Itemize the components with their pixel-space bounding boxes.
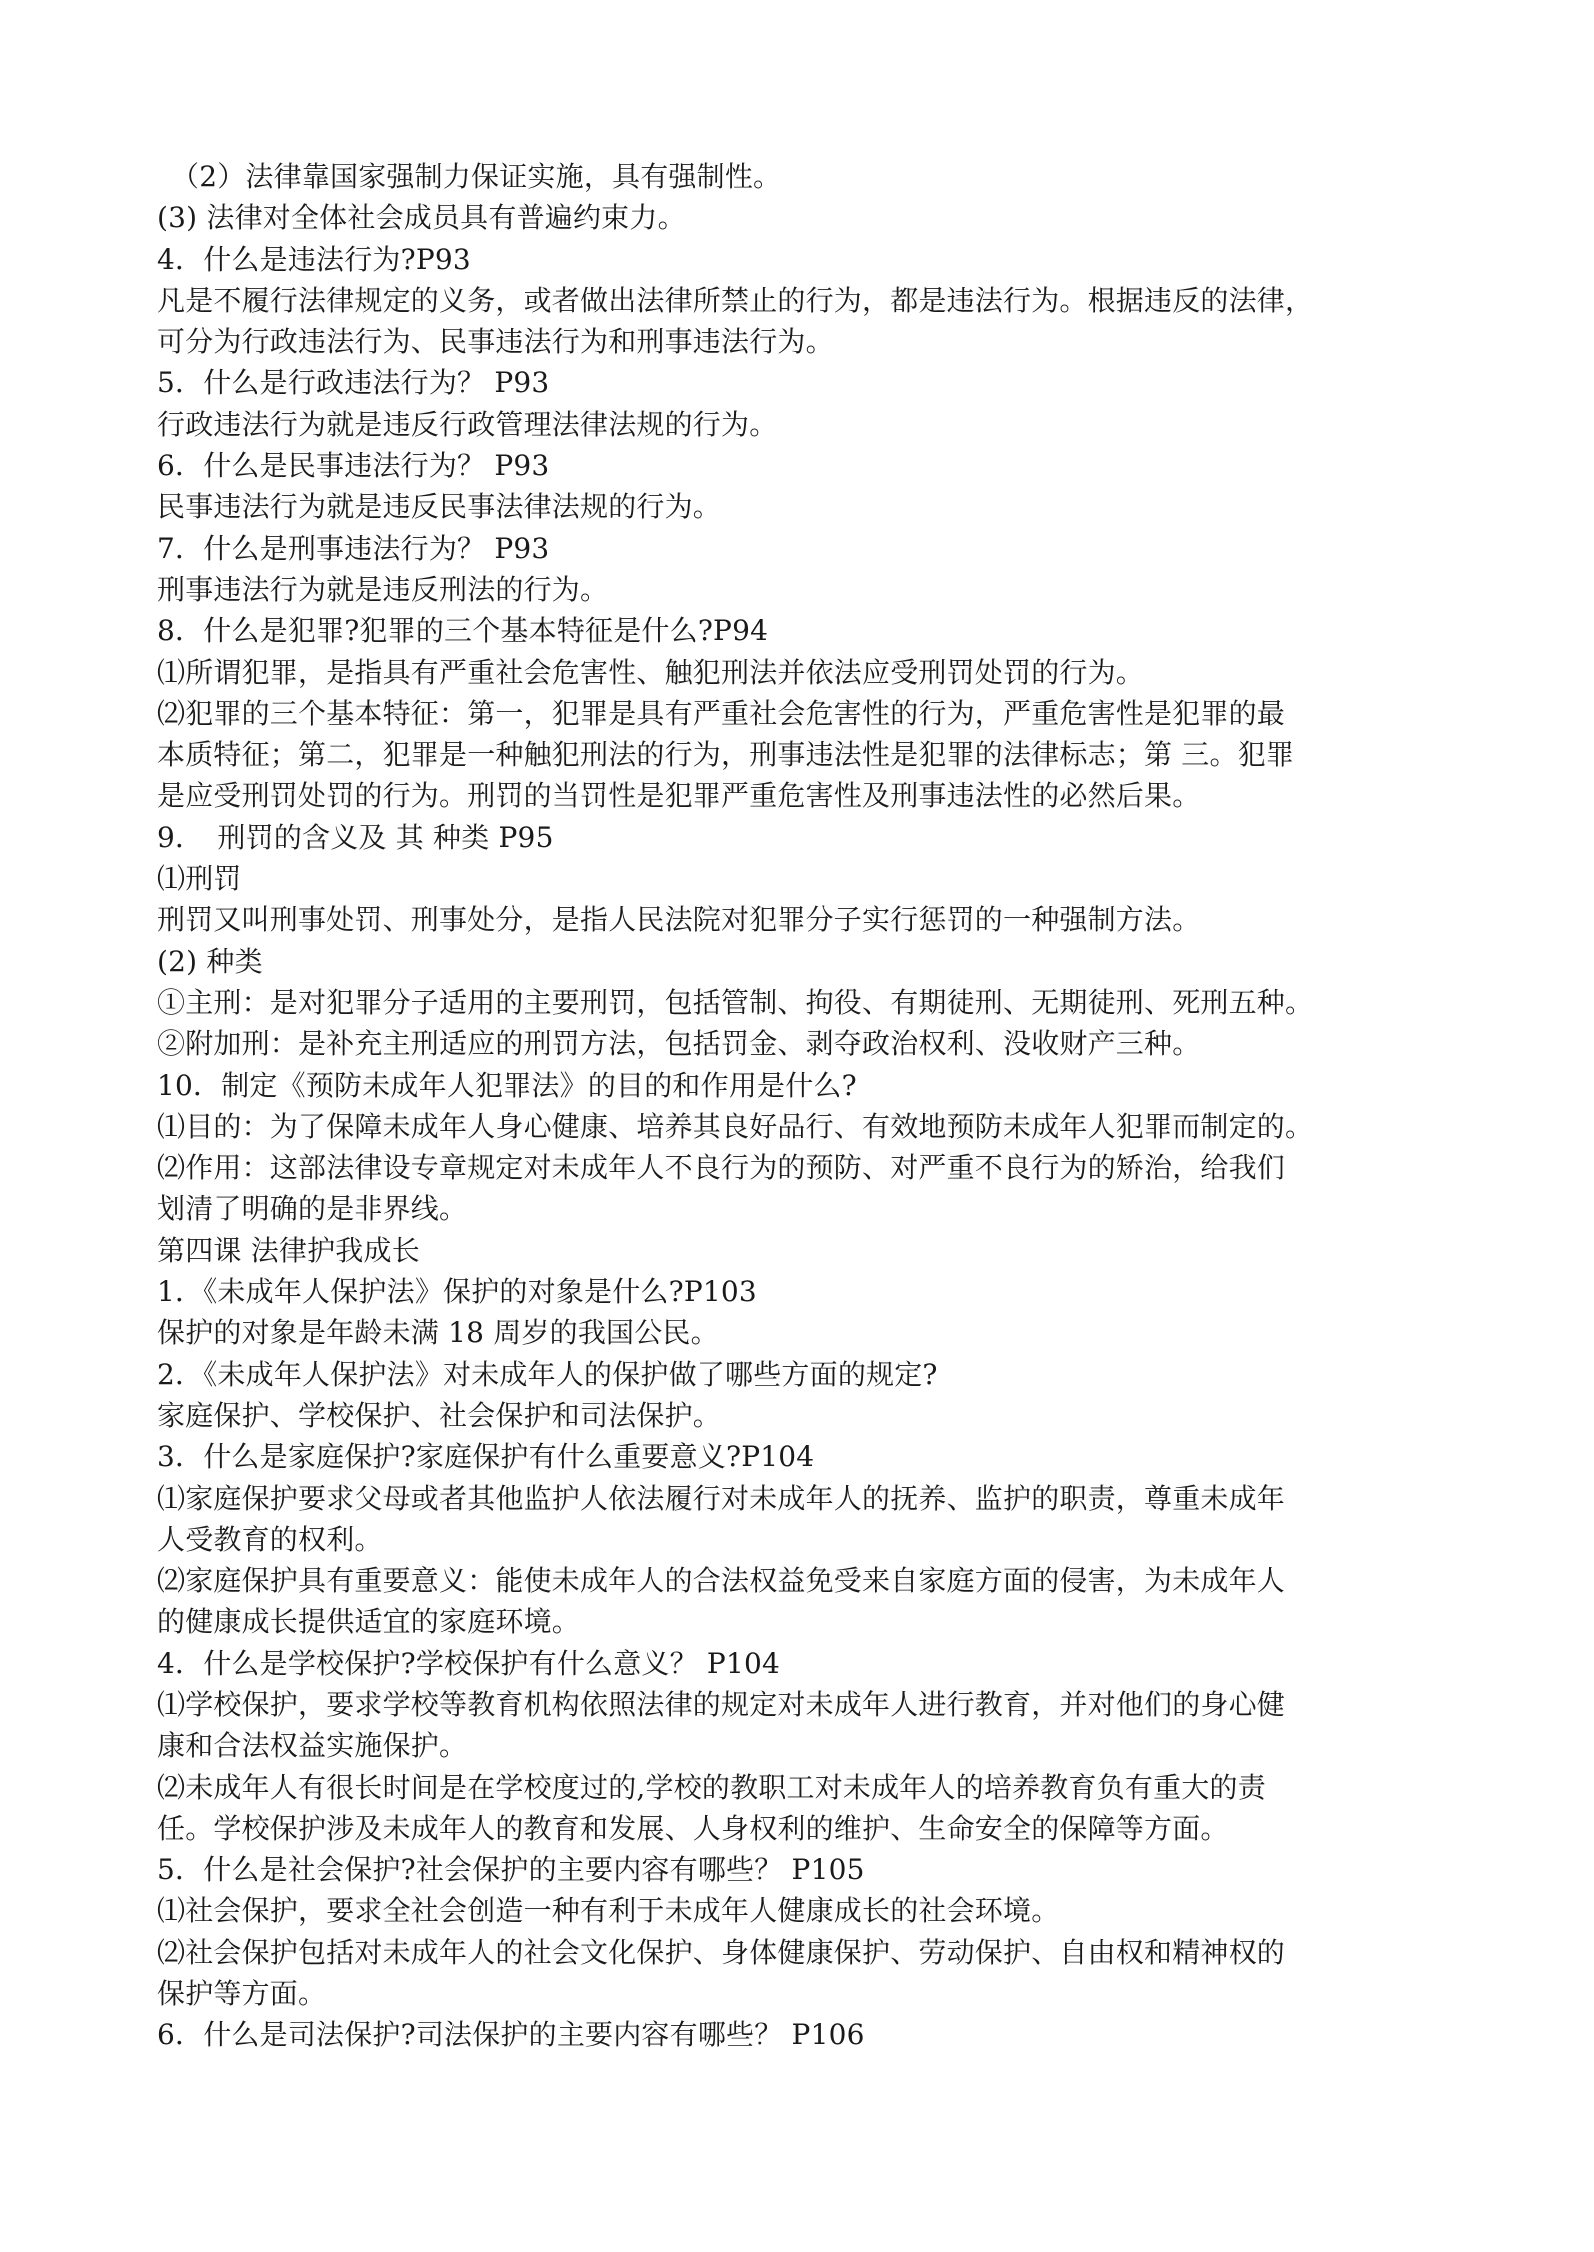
text-line: 保护等方面。 [157,1977,327,2011]
question-heading: 7．什么是刑事违法行为？ P93 [157,531,550,565]
text-line: 人受教育的权利。 [157,1522,383,1556]
text-line: ⑵作用：这部法律设专章规定对未成年人不良行为的预防、对严重不良行为的矫治，给我们 [157,1151,1286,1185]
text-line: (2) 种类 [157,944,263,978]
text-line: ⑵未成年人有很长时间是在学校度过的,学校的教职工对未成年人的培养教育负有重大的责 [157,1770,1266,1804]
question-heading: 4．什么是学校保护?学校保护有什么意义？ P104 [157,1646,781,1680]
text-line: 可分为行政违法行为、民事违法行为和刑事违法行为。 [157,325,834,359]
text-line: ②附加刑：是补充主刑适应的刑罚方法，包括罚金、剥夺政治权利、没收财产三种。 [157,1027,1201,1061]
text-line: 的健康成长提供适宜的家庭环境。 [157,1605,581,1639]
text-line: 刑罚又叫刑事处罚、刑事处分，是指人民法院对犯罪分子实行惩罚的一种强制方法。 [157,903,1201,937]
text-line: ⑵犯罪的三个基本特征：第一，犯罪是具有严重社会危害性的行为，严重危害性是犯罪的最 [157,696,1286,730]
text-line: 划清了明确的是非界线。 [157,1192,468,1226]
text-line: ⑴社会保护，要求全社会创造一种有利于未成年人健康成长的社会环境。 [157,1894,1060,1928]
text-line: ①主刑：是对犯罪分子适用的主要刑罚，包括管制、拘役、有期徒刑、无期徒刑、死刑五种。 [157,985,1314,1019]
document-body [157,156,1447,2056]
text-line: 保护的对象是年龄未满 18 周岁的我国公民。 [157,1316,719,1350]
question-heading: 6．什么是司法保护?司法保护的主要内容有哪些？ P106 [157,2018,865,2052]
text-line: （2）法律靠国家强制力保证实施，具有强制性。 [171,160,782,193]
section-heading: 第四课 法律护我成长 [157,1233,420,1267]
question-heading: 1．《未成年人保护法》保护的对象是什么?P103 [157,1275,757,1309]
text-line: ⑴家庭保护要求父母或者其他监护人依法履行对未成年人的抚养、监护的职责，尊重未成年 [157,1481,1286,1515]
question-heading: 6．什么是民事违法行为？ P93 [157,449,550,483]
question-heading: 9． 刑罚的含义及 其 种类 P95 [157,820,554,854]
text-line: ⑴目的：为了保障未成年人身心健康、培养其良好品行、有效地预防未成年人犯罪而制定的。 [157,1109,1314,1143]
question-heading: 5．什么是社会保护?社会保护的主要内容有哪些？ P105 [157,1853,865,1887]
text-line: 本质特征；第二，犯罪是一种触犯刑法的行为，刑事违法性是犯罪的法律标志；第 三。犯罪 [157,738,1295,772]
question-heading: 8．什么是犯罪?犯罪的三个基本特征是什么?P94 [157,614,769,648]
text-line: ⑵家庭保护具有重要意义：能使未成年人的合法权益免受来自家庭方面的侵害，为未成年人 [157,1564,1286,1598]
question-heading: 3．什么是家庭保护?家庭保护有什么重要意义?P104 [157,1440,815,1474]
text-line: 行政违法行为就是违反行政管理法律法规的行为。 [157,407,778,441]
text-line: 刑事违法行为就是违反刑法的行为。 [157,572,609,606]
text-line: ⑵社会保护包括对未成年人的社会文化保护、身体健康保护、劳动保护、自由权和精神权的 [157,1935,1286,1969]
text-line: 康和合法权益实施保护。 [157,1729,468,1763]
text-line: ⑴所谓犯罪，是指具有严重社会危害性、触犯刑法并依法应受刑罚处罚的行为。 [157,655,1145,689]
question-heading: 5．什么是行政违法行为？ P93 [157,366,550,400]
text-line: (3) 法律对全体社会成员具有普遍约束力。 [157,201,686,235]
text-line: 凡是不履行法律规定的义务，或者做出法律所禁止的行为，都是违法行为。根据违反的法律， [157,283,1314,317]
text-line: ⑴刑罚 [157,862,242,896]
text-line: 任。学校保护涉及未成年人的教育和发展、人身权利的维护、生命安全的保障等方面。 [157,1811,1229,1845]
text-line: ⑴学校保护，要求学校等教育机构依照法律的规定对未成年人进行教育，并对他们的身心健 [157,1687,1286,1721]
question-heading: 2．《未成年人保护法》对未成年人的保护做了哪些方面的规定? [157,1357,938,1391]
question-heading: 4．什么是违法行为?P93 [157,242,471,276]
text-line: 家庭保护、学校保护、社会保护和司法保护。 [157,1398,722,1432]
question-heading: 10．制定《预防未成年人犯罪法》的目的和作用是什么? [157,1068,857,1102]
text-line: 是应受刑罚处罚的行为。刑罚的当罚性是犯罪严重危害性及刑事违法性的必然后果。 [157,779,1201,813]
text-line: 民事违法行为就是违反民事法律法规的行为。 [157,490,722,524]
